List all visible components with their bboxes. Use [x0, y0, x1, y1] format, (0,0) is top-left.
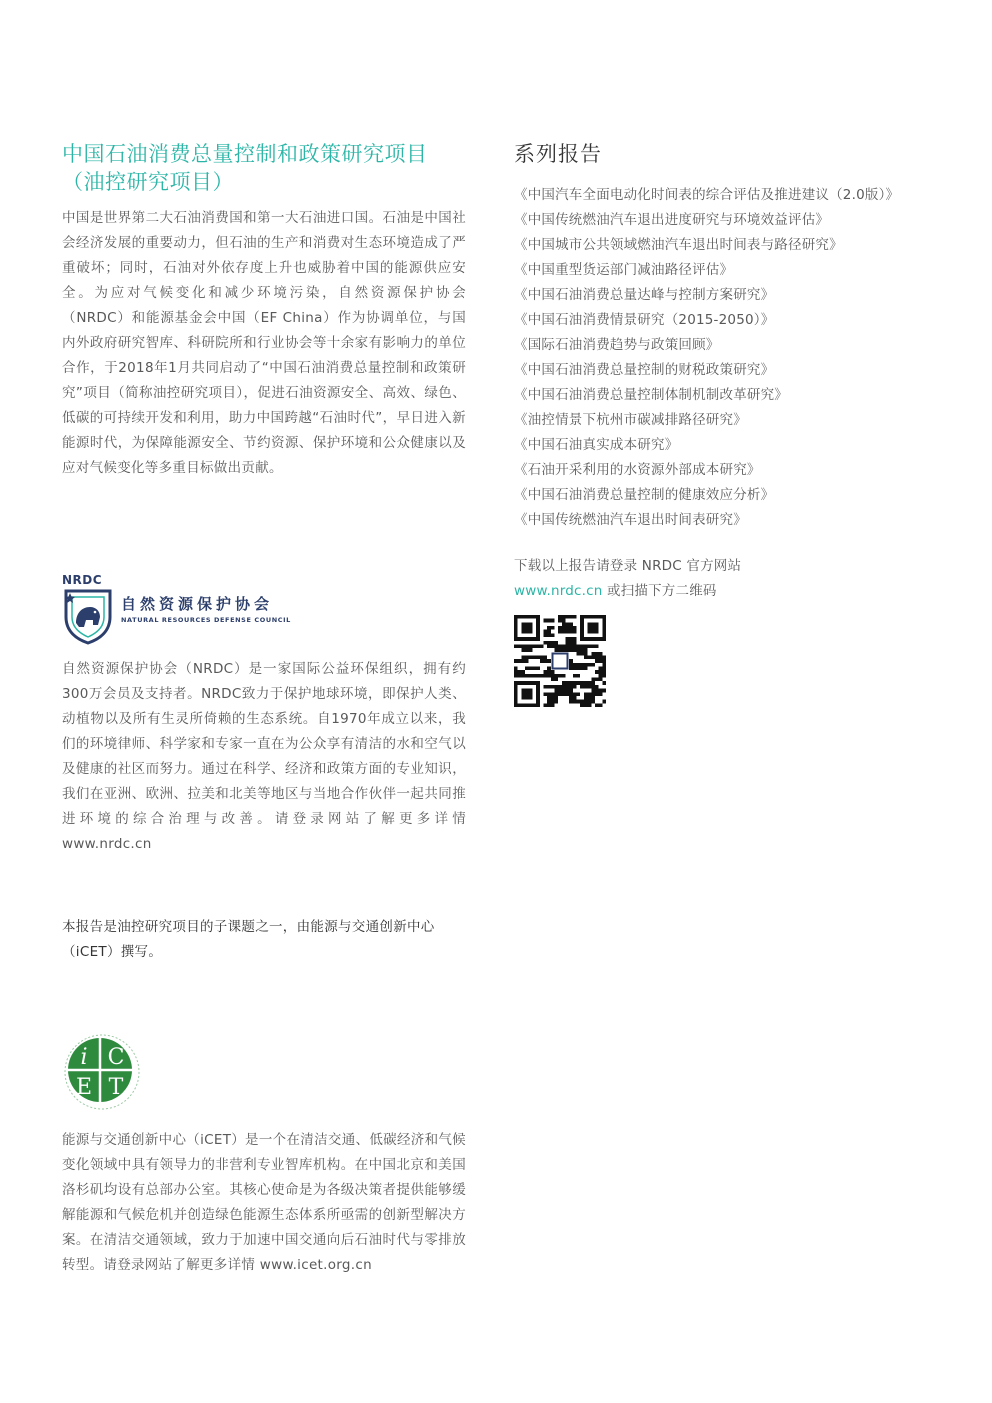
nrdc-logo-abbr: NRDC [62, 573, 103, 587]
download-line2 [514, 579, 944, 604]
download-line2-rest: 或扫描下方二维码 [602, 583, 717, 599]
nrdc-logo-en: NATURAL RESOURCES DEFENSE COUNCIL [121, 616, 291, 624]
report-item: 《中国石油消费总量控制体制机制改革研究》 [514, 387, 788, 403]
report-item: 《中国石油消费总量控制的财税政策研究》 [514, 362, 775, 378]
nrdc-logo-cn: 自然资源保护协会 [121, 595, 274, 613]
report-item: 《中国传统燃油汽车退出时间表研究》 [514, 512, 747, 528]
project-description: 中国是世界第二大石油消费国和第一大石油进口国。石油是中国社会经济发展的重要动力，但石油的生产和消费对生态环境造成了严重破坏；同时，石油对外依存度上升也威胁着中国的能源供应安全。为应对气候变化和减少环境污染，自然资源保护协会（NRDC）和能源基金会中国（EF China）作为协调单位，与国内外政府研究智库、科研院所和行业协会等十余家有影响力的单位合作，于2018年1月共同启动了“中国石油消费总量控制和政策研究”项目（简称油控研究项目），促进石油资源安全、高效、绿色、低碳的可持续开发和利用，助力中国跨越“石油时代”，早日进入新能源时代，为保障能源安全、节约资源、保护环境和公众健康以及应对气候变化等多重目标做出贡献。 [62, 210, 466, 476]
project-title-line1: 中国石油消费总量控制和政策研究项目 [62, 142, 428, 166]
project-title-line2: （油控研究项目） [62, 170, 234, 194]
report-item: 《中国石油消费总量控制的健康效应分析》 [514, 487, 775, 503]
project-section [62, 140, 466, 481]
report-item: 《中国汽车全面电动化时间表的综合评估及推进建议（2.0版）》 [514, 187, 900, 203]
report-item: 《油控情景下杭州市碳减排路径研究》 [514, 412, 747, 428]
project-title [62, 140, 466, 196]
report-item: 《中国石油真实成本研究》 [514, 437, 679, 453]
report-item: 《中国石油消费情景研究（2015-2050）》 [514, 312, 775, 328]
icet-logo-letter-c: C [107, 1045, 125, 1070]
nrdc-shield-icon [62, 587, 114, 645]
qr-code[interactable] [514, 615, 606, 707]
icet-logo [62, 1032, 142, 1112]
icet-description: 能源与交通创新中心（iCET）是一个在清洁交通、低碳经济和气候变化领域中具有领导力的非营利专业智库机构。在中国北京和美国洛杉矶均设有总部办公室。其核心使命是为各级决策者提供能够缓解能源和气候危机并创造绿色能源生态体系所亟需的创新型解决方案。在清洁交通领域，致力于加速中国交通向后石油时代与零排放转型。请登录网站了解更多详情 www.icet.org.cn [62, 1132, 466, 1273]
report-item: 《国际石油消费趋势与政策回顾》 [514, 337, 720, 353]
download-line1: 下载以上报告请登录 NRDC 官方网站 [514, 558, 742, 574]
download-instructions [514, 554, 944, 604]
report-list [514, 183, 944, 533]
icet-logo-letter-i: i [80, 1045, 88, 1070]
icet-logo-letter-t: T [108, 1075, 124, 1100]
series-heading: 系列报告 [514, 142, 602, 166]
nrdc-description: 自然资源保护协会（NRDC）是一家国际公益环保组织，拥有约300万会员及支持者。NRDC致力于保护地球环境，即保护人类、动植物以及所有生灵所倚赖的生态系统。自1970年成立以来，我们的环境律师、科学家和专家一直在为公众享有清洁的水和空气以及健康的社区而努力。通过在科学、经济和政策方面的专业知识，我们在亚洲、欧洲、拉美和北美等地区与当地合作伙伴一起共同推进环境的综合治理与改善。请登录网站了解更多详情 www.nrdc.cn [62, 661, 466, 852]
report-item: 《中国重型货运部门减油路径评估》 [514, 262, 734, 278]
report-item: 《石油开采利用的水资源外部成本研究》 [514, 462, 761, 478]
nrdc-logo [62, 573, 292, 648]
series-section [514, 140, 944, 533]
icet-logo-letter-e: E [75, 1075, 93, 1100]
nrdc-website-link[interactable]: www.nrdc.cn [514, 583, 603, 599]
report-item: 《中国城市公共领域燃油汽车退出时间表与路径研究》 [514, 237, 843, 253]
report-authorship-note: 本报告是油控研究项目的子课题之一，由能源与交通创新中心（iCET）撰写。 [62, 919, 435, 960]
report-item: 《中国石油消费总量达峰与控制方案研究》 [514, 287, 775, 303]
report-item: 《中国传统燃油汽车退出进度研究与环境效益评估》 [514, 212, 830, 228]
